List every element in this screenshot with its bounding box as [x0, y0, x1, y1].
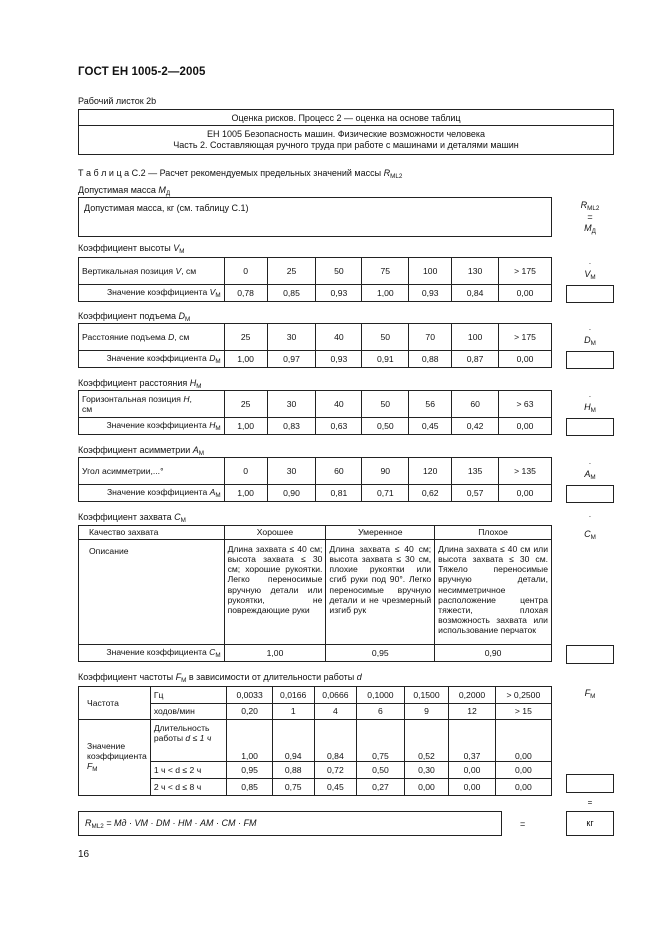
- freq-dur-2: 1 ч < d ≤ 2 ч: [150, 762, 226, 779]
- grip-coef-good: 1,00: [224, 645, 326, 662]
- distance-coef-label: Значение коэффициента $H_М$: [79, 418, 225, 435]
- freq-row2-cell: 0,88: [272, 762, 314, 779]
- freq-hz-cell: 0,0666: [314, 687, 357, 704]
- freq-row1-cell: 0,75: [357, 720, 404, 762]
- freq-min-cell: 12: [449, 704, 496, 720]
- page-number: 16: [78, 849, 90, 860]
- document-header: ГОСТ ЕН 1005-2—2005: [78, 66, 206, 78]
- freq-hz-cell: > 0,2500: [495, 687, 551, 704]
- distance-result-box[interactable]: [566, 418, 614, 436]
- distance-coef-cell: 0,83: [267, 418, 316, 435]
- freq-value-label: Значение коэффициента $F_М$: [79, 720, 151, 796]
- grip-desc-medium: Длина захвата ≤ 40 см; высота захвата ≤ 30 см, плохие рукоятки или сгиб руки под 90°. Легко переносимые вручную детали и не чрезмерный изгиб рук: [326, 540, 435, 645]
- height-coef-cell: 0,84: [452, 285, 499, 302]
- asym-value-cell: 120: [409, 458, 452, 485]
- lift-value-cell: 25: [224, 324, 267, 351]
- freq-eq: =: [587, 798, 593, 807]
- asym-result-label: $A_М$: [584, 469, 596, 481]
- table-caption-symbol: R: [383, 168, 391, 178]
- distance-value-cell: 40: [316, 391, 362, 418]
- worksheet-description: [79, 126, 613, 152]
- height-result-label: $V_М$: [584, 269, 596, 281]
- formula-expression: = Mд · VМ · DМ · HМ · AМ · CМ · FМ: [106, 818, 257, 828]
- freq-row1-cell: 0,00: [495, 720, 551, 762]
- formula-result-box[interactable]: кг: [566, 811, 614, 836]
- lift-coef-cell: 0,88: [409, 351, 452, 368]
- lift-coef-cell: 0,91: [362, 351, 409, 368]
- freq-result-label: $F_М$: [584, 688, 596, 700]
- freq-row3-cell: 0,00: [404, 779, 449, 796]
- asym-coef-label: Значение коэффициента $A_М$: [79, 485, 225, 502]
- freq-min-cell: > 15: [495, 704, 551, 720]
- mass-result-label: $R_{ML2}$ = $M_Д$: [580, 200, 600, 236]
- freq-unit-hz: Гц: [150, 687, 226, 704]
- freq-row2-cell: 0,50: [357, 762, 404, 779]
- lift-param-label: Расстояние подъема D, см: [79, 324, 225, 351]
- height-result-box[interactable]: [566, 285, 614, 303]
- worksheet-box: [78, 109, 614, 155]
- lift-result-label: $D_М$: [584, 335, 596, 347]
- grip-result-label: $C_М$: [584, 529, 596, 541]
- height-table: [78, 257, 552, 302]
- freq-row2-cell: 0,30: [404, 762, 449, 779]
- height-value-cell: 25: [267, 258, 316, 285]
- freq-min-cell: 6: [357, 704, 404, 720]
- freq-hz-cell: 0,0033: [227, 687, 273, 704]
- worksheet-title: Оценка рисков. Процесс 2 — оценка на основе таблиц: [79, 110, 613, 126]
- worksheet-line-1: ЕН 1005 Безопасность машин. Физические возможности человека: [206, 129, 486, 139]
- height-dot: ·: [588, 259, 592, 268]
- freq-table: [78, 686, 552, 796]
- mass-heading: Допустимая масса $M_Д$: [78, 185, 171, 197]
- grip-table: [78, 525, 552, 662]
- distance-param-label: Горизонтальная позиция H, см: [79, 391, 225, 418]
- lift-coef-cell: 0,93: [316, 351, 362, 368]
- asym-value-cell: 0: [224, 458, 267, 485]
- asym-dot: ·: [588, 459, 592, 468]
- asym-value-cell: 30: [267, 458, 316, 485]
- freq-dur-1: Длительность работы d ≤ 1 ч: [150, 720, 226, 762]
- height-coef-cell: 0,00: [499, 285, 552, 302]
- asym-param-label: Угол асимметрии,...°: [79, 458, 225, 485]
- grip-col-good: Хорошее: [224, 526, 326, 540]
- lift-value-cell: 50: [362, 324, 409, 351]
- distance-value-cell: 25: [224, 391, 267, 418]
- freq-row1-cell: 0,37: [449, 720, 496, 762]
- lift-value-cell: > 175: [499, 324, 552, 351]
- grip-desc-good: Длина захвата ≤ 40 см; высота захвата ≤ 30 см; хорошие рукоятки. Легко переносимые вручную детали или рукоятки, не повреждающие руки: [224, 540, 326, 645]
- freq-row3-cell: 0,45: [314, 779, 357, 796]
- asym-coef-cell: 1,00: [224, 485, 267, 502]
- distance-value-cell: 30: [267, 391, 316, 418]
- freq-row1-cell: 0,52: [404, 720, 449, 762]
- distance-coef-cell: 0,63: [316, 418, 362, 435]
- freq-dur-3: 2 ч < d ≤ 8 ч: [150, 779, 226, 796]
- height-param-label: Вертикальная позиция V, см: [79, 258, 225, 285]
- asym-table: [78, 457, 552, 502]
- freq-row2-cell: 0,00: [495, 762, 551, 779]
- freq-row3-cell: 0,27: [357, 779, 404, 796]
- lift-coef-cell: 0,00: [499, 351, 552, 368]
- grip-coef-poor: 0,90: [435, 645, 552, 662]
- asym-result-box[interactable]: [566, 485, 614, 503]
- worksheet-label: Рабочий листок 2b: [78, 96, 157, 106]
- grip-col-medium: Умеренное: [326, 526, 435, 540]
- freq-hz-cell: 0,1000: [357, 687, 404, 704]
- asym-value-cell: 60: [316, 458, 362, 485]
- asym-coef-cell: 0,71: [362, 485, 409, 502]
- freq-row3-cell: 0,85: [227, 779, 273, 796]
- freq-hz-cell: 0,1500: [404, 687, 449, 704]
- distance-coef-cell: 0,42: [452, 418, 499, 435]
- table-caption: [78, 168, 402, 180]
- lift-result-box[interactable]: [566, 351, 614, 369]
- distance-dot: ·: [588, 392, 592, 401]
- grip-coef-medium: 0,95: [326, 645, 435, 662]
- grip-heading: Коэффициент захвата $C_М$: [78, 512, 186, 524]
- height-value-cell: 100: [409, 258, 452, 285]
- lift-coef-cell: 0,87: [452, 351, 499, 368]
- asym-heading: Коэффициент асимметрии $A_М$: [78, 445, 205, 457]
- distance-coef-cell: 0,45: [409, 418, 452, 435]
- distance-result-label: $H_М$: [584, 402, 596, 414]
- worksheet-line-2: Часть 2. Составляющая ручного труда при работе с машинами и деталями машин: [173, 140, 519, 151]
- asym-coef-cell: 0,57: [452, 485, 499, 502]
- freq-row1-cell: 0,84: [314, 720, 357, 762]
- freq-min-cell: 1: [272, 704, 314, 720]
- grip-desc-poor: Длина захвата ≤ 40 см или высота захвата ≤ 30 см. Тяжело переносимые вручную детали, несимметричное расположение центра тяжести, плохая возможность захвата или использование перчаток: [435, 540, 552, 645]
- distance-value-cell: 60: [452, 391, 499, 418]
- height-value-cell: > 175: [499, 258, 552, 285]
- lift-value-cell: 70: [409, 324, 452, 351]
- height-coef-cell: 0,78: [224, 285, 267, 302]
- distance-coef-cell: 1,00: [224, 418, 267, 435]
- asym-coef-cell: 0,62: [409, 485, 452, 502]
- distance-table: [78, 390, 552, 435]
- height-heading: Коэффициент высоты $V_М$: [78, 243, 185, 255]
- height-coef-cell: 1,00: [362, 285, 409, 302]
- lift-value-cell: 40: [316, 324, 362, 351]
- table-caption-text: Т а б л и ц а С.2 — Расчет рекомендуемых предельных значений массы: [78, 168, 384, 178]
- lift-value-cell: 100: [452, 324, 499, 351]
- freq-result-box[interactable]: [566, 774, 614, 793]
- freq-row3-cell: 0,75: [272, 779, 314, 796]
- freq-row2-cell: 0,95: [227, 762, 273, 779]
- grip-col-quality: Качество захвата: [79, 526, 225, 540]
- asym-coef-cell: 0,90: [267, 485, 316, 502]
- asym-value-cell: > 135: [499, 458, 552, 485]
- grip-dot: ·: [588, 512, 592, 521]
- freq-min-cell: 4: [314, 704, 357, 720]
- height-coef-cell: 0,85: [267, 285, 316, 302]
- height-coef-cell: 0,93: [409, 285, 452, 302]
- freq-min-cell: 9: [404, 704, 449, 720]
- asym-value-cell: 90: [362, 458, 409, 485]
- asym-coef-cell: 0,81: [316, 485, 362, 502]
- grip-coef-label: Значение коэффициента $C_М$: [79, 645, 225, 662]
- freq-row3-cell: 0,00: [449, 779, 496, 796]
- freq-hz-cell: 0,0166: [272, 687, 314, 704]
- distance-coef-cell: 0,00: [499, 418, 552, 435]
- formula-box: $R_{ML2}$ = Mд · VМ · DМ · HМ · AМ · CМ · FМ: [78, 811, 502, 836]
- mass-input-row: Допустимая масса, кг (см. таблицу С.1): [78, 197, 552, 237]
- freq-row2-cell: 0,72: [314, 762, 357, 779]
- freq-heading: Коэффициент частоты $F_М$ в зависимости от длительности работы d: [78, 672, 362, 684]
- lift-table: [78, 323, 552, 368]
- freq-hz-cell: 0,2000: [449, 687, 496, 704]
- height-value-cell: 50: [316, 258, 362, 285]
- asym-value-cell: 135: [452, 458, 499, 485]
- height-coef-label: Значение коэффициента $V_М$: [79, 285, 225, 302]
- grip-result-box[interactable]: [566, 645, 614, 664]
- grip-desc-label: Описание: [79, 540, 225, 645]
- freq-row1-cell: 0,94: [272, 720, 314, 762]
- height-coef-cell: 0,93: [316, 285, 362, 302]
- lift-dot: ·: [588, 325, 592, 334]
- distance-heading: Коэффициент расстояния $H_М$: [78, 378, 202, 390]
- lift-value-cell: 30: [267, 324, 316, 351]
- formula-eq: =: [520, 819, 526, 829]
- freq-unit-min: ходов/мин: [150, 704, 226, 720]
- freq-row2-cell: 0,00: [449, 762, 496, 779]
- freq-row1-cell: 1,00: [227, 720, 273, 762]
- asym-coef-cell: 0,00: [499, 485, 552, 502]
- lift-coef-cell: 1,00: [224, 351, 267, 368]
- freq-min-cell: 0,20: [227, 704, 273, 720]
- lift-coef-label: Значение коэффициента $D_М$: [79, 351, 225, 368]
- grip-col-poor: Плохое: [435, 526, 552, 540]
- height-value-cell: 130: [452, 258, 499, 285]
- distance-value-cell: > 63: [499, 391, 552, 418]
- height-value-cell: 75: [362, 258, 409, 285]
- freq-label: Частота: [79, 687, 151, 720]
- lift-heading: Коэффициент подъема $D_М$: [78, 311, 191, 323]
- distance-value-cell: 50: [362, 391, 409, 418]
- table-caption-sub: ML2: [390, 173, 403, 180]
- distance-coef-cell: 0,50: [362, 418, 409, 435]
- lift-coef-cell: 0,97: [267, 351, 316, 368]
- distance-value-cell: 56: [409, 391, 452, 418]
- freq-row3-cell: 0,00: [495, 779, 551, 796]
- height-value-cell: 0: [224, 258, 267, 285]
